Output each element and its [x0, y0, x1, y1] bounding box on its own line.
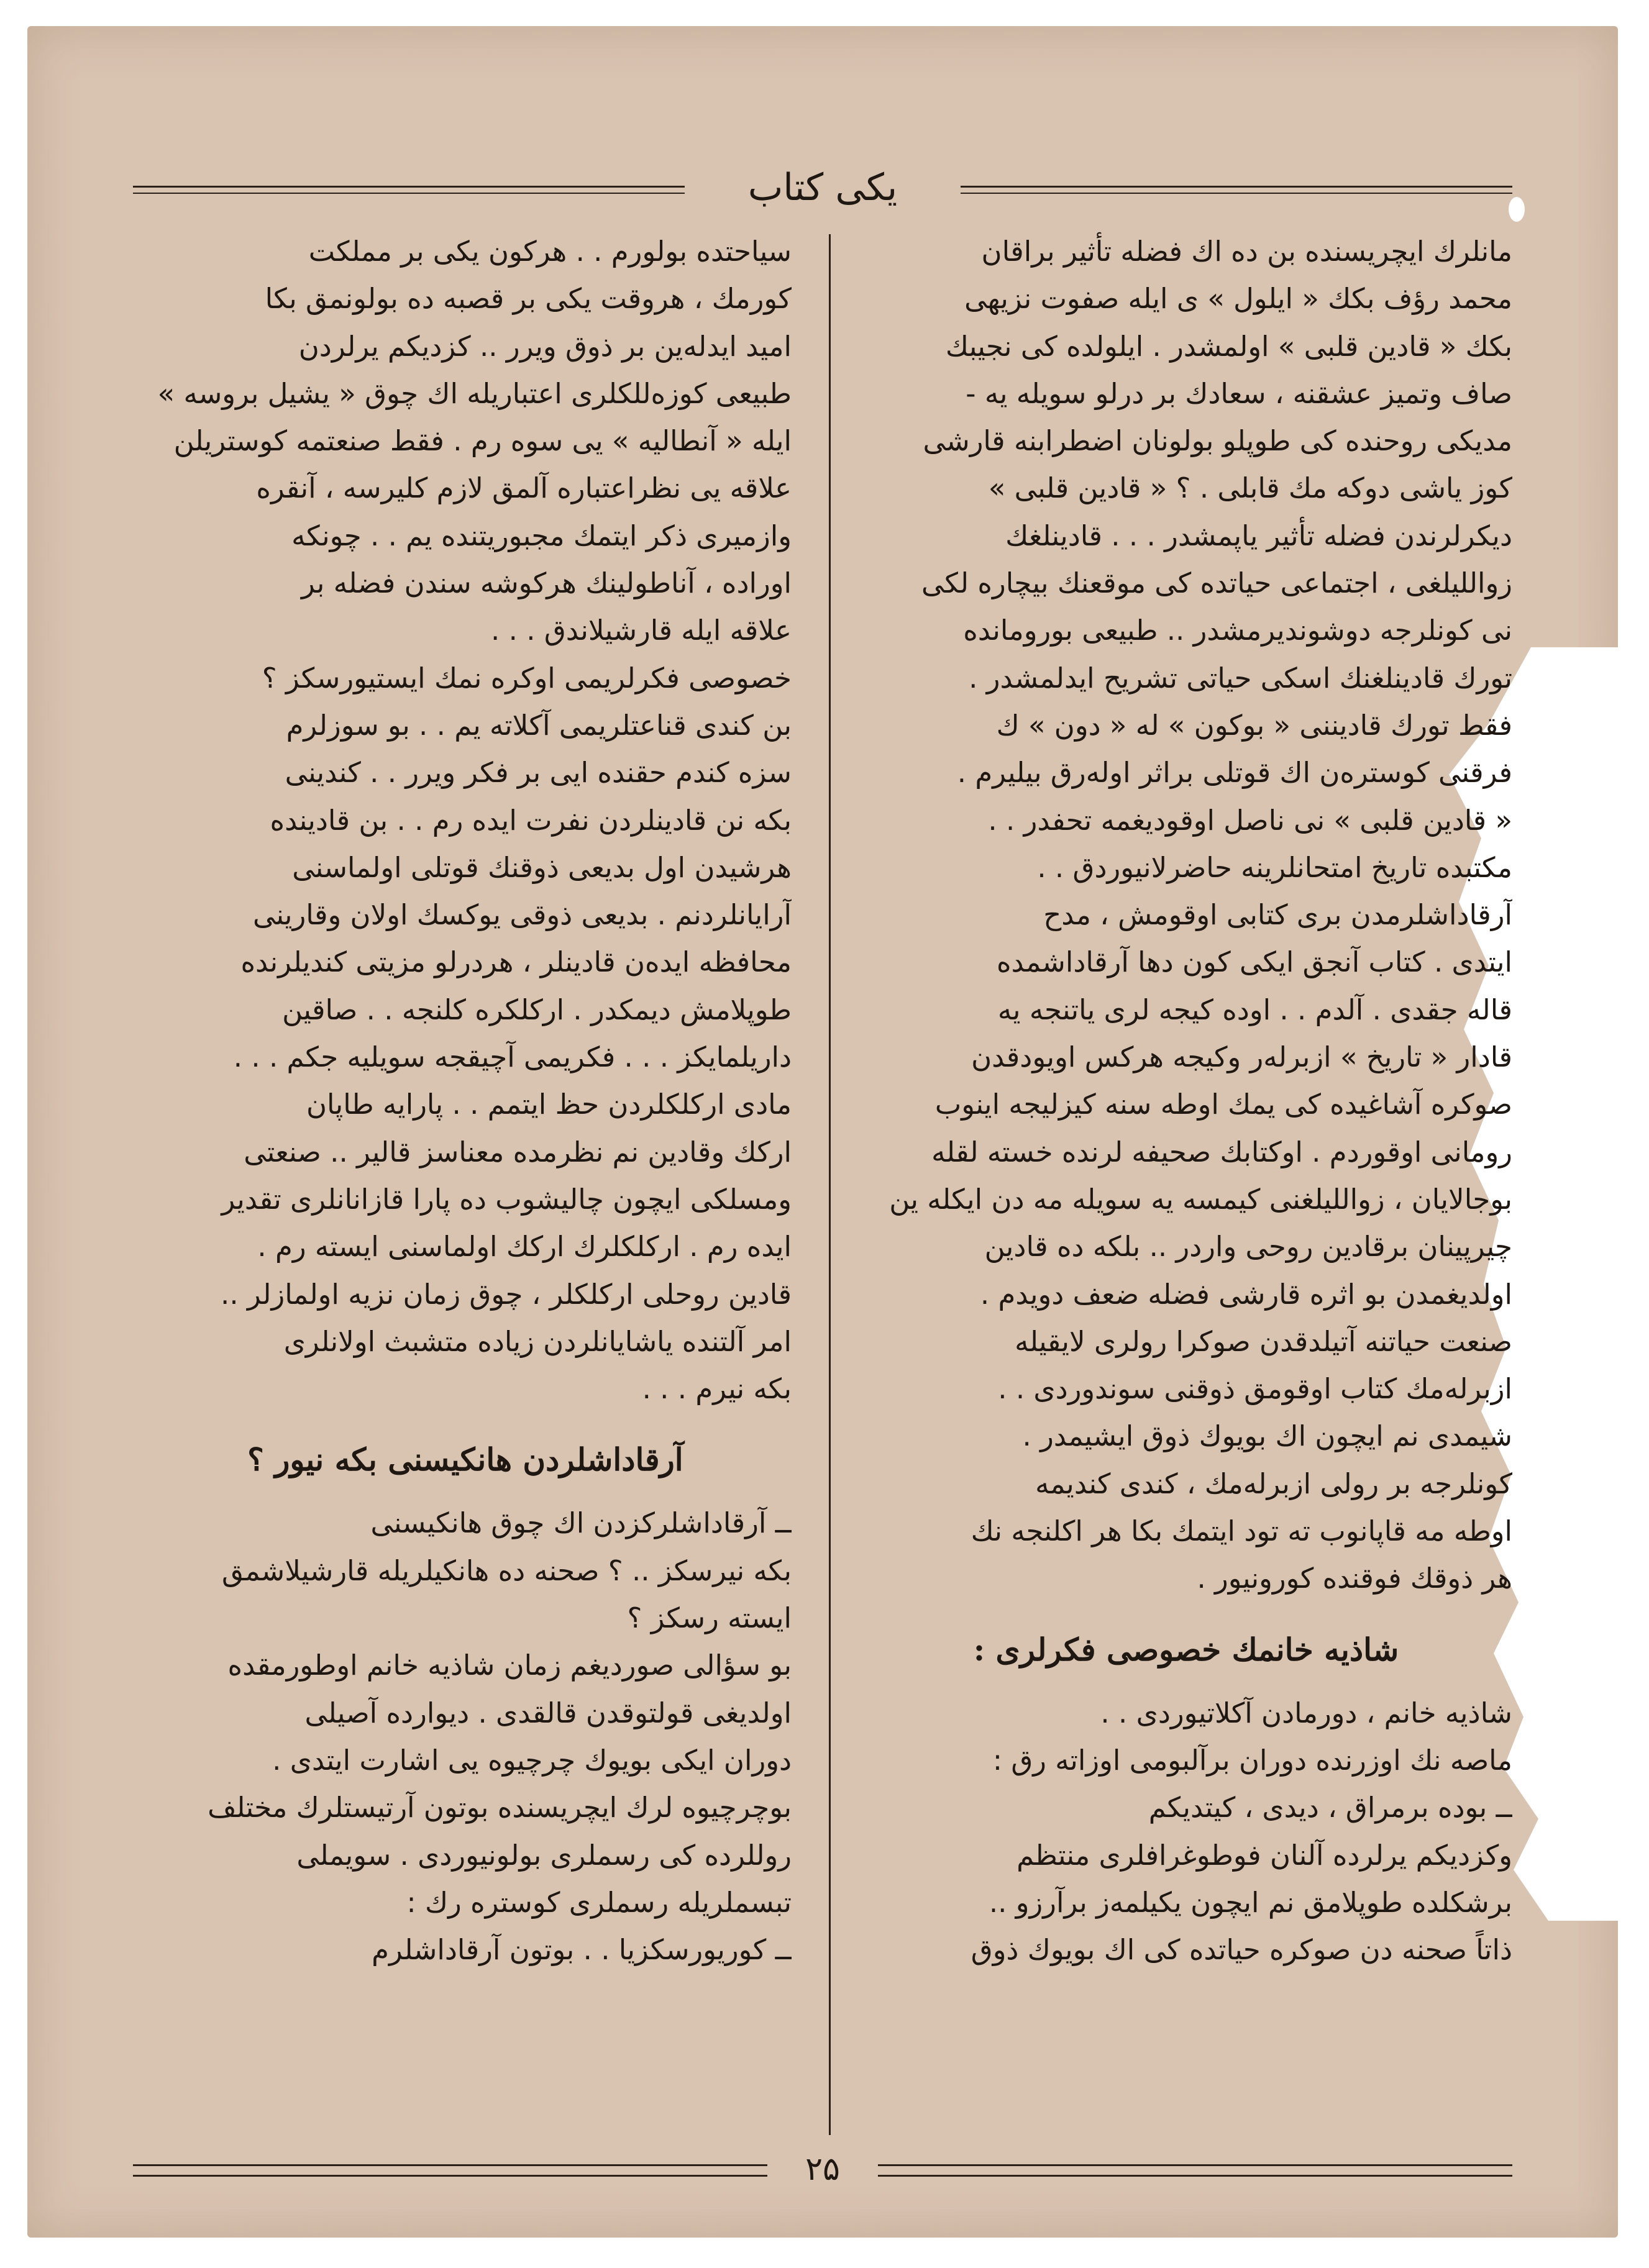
text-line: صنعت حیاتنه آتیلدقدن صوكرا رولری لایقیله: [1015, 1324, 1512, 1358]
text-line: ذاتاً صحنه دن صوكره حیاتده كی اك بویوك ذوق: [971, 1933, 1512, 1967]
section-heading: شاذیه خانمك خصوصی فكرلری :: [973, 1631, 1399, 1668]
text-line: محافظه ایدەن قادینلر ، هردرلو مزیتی كندیلرنده: [240, 945, 792, 979]
text-line: اركك وقادین نم نظرمده معناسز قالیر .. صنعتی: [244, 1135, 792, 1168]
text-line: چیرپینان برقادین روحی واردر .. بلكه ده قادین: [984, 1230, 1512, 1264]
text-line: كوز یاشی دوكه مك قابلی . ؟ « قادین قلبی »: [988, 471, 1512, 505]
text-line: مانلرك ایچریسنده بن ده اك فضله تأثیر براقان: [981, 235, 1512, 268]
text-columns: [139, 228, 1512, 2138]
text-line: رومانی اوقوردم . اوكتابك صحیفه لرنده خسته لقله: [931, 1135, 1512, 1168]
column-divider: [829, 234, 831, 2135]
text-line: تورك قادینلغنك اسكی حیاتی تشریح ایدلمشدر .: [969, 661, 1512, 695]
text-line: ایله « آنطالیه » یی سوه رم . فقط صنعتمه كوستریلن: [173, 424, 792, 458]
text-line: علاقه یی نظراعتباره آلمق لازم كلیرسه ، آنقره: [256, 471, 792, 505]
text-line: نی كونلرجه دوشوندیرمشدر .. طبیعی بوروماندە: [963, 614, 1512, 647]
text-line: اولدیغی قولتوقدن قالقدی . دیوارده آصیلی: [304, 1696, 792, 1729]
right-column: [860, 228, 1512, 2138]
text-line: بن كندی قناعتلریمی آكلاته یم . . بو سوزلرم: [286, 708, 792, 742]
text-line: فقط تورك قادیننی « بوكون » له « دون » ك: [996, 708, 1512, 742]
text-line: طوپلامش دیمكدر . اركلكره كلنجه . . صاقین: [282, 993, 792, 1026]
text-line: امید ایدلەین بر ذوق ویرر .. كزدیكم یرلردن: [298, 329, 792, 363]
text-line: بوچرچیوه لرك ایچریسنده بوتون آرتیستلرك مختلف: [208, 1791, 792, 1824]
text-line: آرایانلردنم . بدیعی ذوقی یوكسك اولان وقارینی: [252, 898, 792, 932]
text-line: وازمیری ذكر ایتمك مجبوریتنده یم . . چونكه: [291, 519, 792, 552]
text-line: بكه نن قادینلردن نفرت ایده رم . . بن قادینده: [270, 803, 792, 837]
footer-rule-right: [878, 2164, 1512, 2177]
text-line: اوراده ، آناطولینك هركوشه سندن فضله بر: [301, 567, 792, 600]
text-line: قاله جقدی . آلدم . . اوده كیجه لری یاتنجه یه: [997, 993, 1512, 1026]
footer-rule-left: [133, 2164, 767, 2177]
text-line: علاقه ایله قارشیلاندق . . .: [491, 614, 792, 647]
text-line: اوطه مه قاپانوب ته تود ایتمك بكا هر اكلنجه نك: [971, 1514, 1512, 1548]
text-line: بكك « قادین قلبی » اولمشدر . ایلولده كی نجیبك: [945, 329, 1512, 363]
text-line: صوكره آشاغیده كی یمك اوطه سنه كیزلیجه اینوب: [934, 1088, 1512, 1121]
text-line: بكه نیرسكز .. ؟ صحنه ده هانكیلریله قارشیلاشمق: [221, 1554, 792, 1587]
text-line: قادین روحلی اركلكلر ، چوق زمان نزیه اولمازلر ..: [221, 1277, 792, 1311]
text-line: دوران ایكی بویوك چرچیوه یی اشارت ایتدی .: [272, 1743, 792, 1777]
text-line: دیكرلرندن فضله تأثیر یاپمشدر . . . قادینلغك: [1005, 519, 1512, 552]
text-line: ازبرلەمك كتاب اوقومق ذوقنی سوندوردی . .: [998, 1372, 1512, 1406]
text-line: مدیكی روحنده كی طوپلو بولونان اضطرابنه قارشی: [923, 424, 1512, 458]
text-line: بكه نیرم . . .: [642, 1372, 792, 1406]
header-rule-right: [961, 186, 1512, 194]
page-paper: [27, 26, 1618, 2238]
text-line: مكتبده تاریخ امتحانلرینه حاضرلانیوردق . .: [1037, 850, 1512, 884]
text-line: امر آلتنده یاشایانلردن زیاده متشبث اولانلری: [283, 1324, 792, 1358]
text-line: ایسته رسكز ؟: [627, 1601, 792, 1635]
text-line: سزه كندم حقنده ایی بر فكر ویرر . . كندینی: [285, 756, 792, 790]
text-line: روللرده كی رسملری بولونیوردی . سویملی: [296, 1838, 792, 1872]
text-line: هرشیدن اول بدیعی ذوقنك قوتلی اولماسنی: [292, 850, 792, 884]
section-heading: آرقاداشلردن هانكیسنی بكه نیور ؟: [247, 1441, 683, 1478]
text-line: آرقاداشلرمدن بری كتابی اوقومش ، مدح: [1043, 898, 1512, 932]
text-line: بوجالایان ، زواللیلغنی كیمسه یه سویله مه دن ایكله ین: [889, 1182, 1512, 1216]
text-line: ماصه نك اوزرنده دوران برآلبومی اوزاته رق :: [992, 1743, 1512, 1777]
text-line: اولدیغمدن بو اثره قارشی فضله ضعف دویدم .: [980, 1277, 1512, 1311]
text-line: تبسملریله رسملری كوستره رك :: [406, 1885, 792, 1919]
page-footer: [133, 2151, 1512, 2194]
publication-title: یکی کتاب: [747, 166, 898, 209]
text-line: كورمك ، هروقت یكی بر قصبه ده بولونمق بكا: [265, 282, 792, 316]
text-line: ومسلكی ایچون چالیشوب ده پارا قازانانلری تقدیر: [221, 1182, 792, 1216]
text-line: بو سؤالی صوردیغم زمان شاذیه خانم اوطورمقده: [227, 1649, 792, 1682]
text-line: ایده رم . اركلكلرك اركك اولماسنی ایسته رم .: [257, 1230, 792, 1264]
text-line: سیاحتده بولورم . . هركون یكی بر مملكت: [308, 235, 792, 268]
text-line: فرقنی كوسترەن اك قوتلی براثر اولەرق بیلیرم .: [957, 756, 1512, 790]
text-line: قادار « تاریخ » ازبرلەر وكیجه هركس اویودقدن: [971, 1041, 1512, 1074]
text-line: شاذیه خانم ، دورمادن آكلاتیوردی . .: [1100, 1696, 1512, 1729]
text-line: شیمدی نم ایچون اك بویوك ذوق ایشیمدر .: [1022, 1419, 1512, 1453]
text-line: زواللیلغی ، اجتماعی حیاتده كی موقعنك بیچاره لكی: [921, 567, 1512, 600]
text-line: ایتدی . كتاب آنجق ایكی كون دها آرقاداشمده: [996, 945, 1512, 979]
text-line: خصوصی فكرلریمی اوكره نمك ایستیورسكز ؟: [262, 661, 792, 695]
text-line: محمد رؤف بكك « ایلول » ی ایله صفوت نزیهی: [964, 282, 1512, 316]
page-number: ۲۵: [805, 2151, 840, 2188]
text-line: طبیعی كوزەللكلری اعتباریله اك چوق « یشیل بروسه »: [157, 376, 792, 410]
text-line: ــ كوریورسكزیا . . بوتون آرقاداشلرم: [372, 1933, 792, 1967]
text-line: « قادین قلبی » نی ناصل اوقودیغمه تحفدر . .: [988, 803, 1512, 837]
text-line: صاف وتمیز عشقنه ، سعادك بر درلو سویله یه -: [966, 376, 1512, 410]
page-header: [133, 160, 1512, 216]
text-line: برشكلده طوپلامق نم ایچون یكیلمەز برآرزو ..: [989, 1885, 1512, 1919]
text-line: داریلمایكز . . . فكریمی آچیقجه سویلیه جكم . . .: [233, 1041, 792, 1074]
text-line: هر ذوقك فوقنده كورونیور .: [1197, 1562, 1512, 1595]
left-column: [139, 228, 792, 2138]
text-line: ــ آرقاداشلركزدن اك چوق هانكیسنی: [370, 1506, 792, 1540]
text-line: كونلرجه بر رولی ازبرلەمك ، كندی كندیمه: [1035, 1467, 1512, 1500]
header-rule-left: [133, 186, 685, 194]
text-line: ــ بوده برمراق ، دیدی ، كیتدیكم: [1148, 1791, 1512, 1824]
text-line: مادی اركلكلردن حظ ایتمم . . پارایه طاپان: [306, 1088, 792, 1121]
text-line: وكزدیكم یرلرده آلنان فوطوغرافلری منتظم: [1016, 1838, 1512, 1872]
